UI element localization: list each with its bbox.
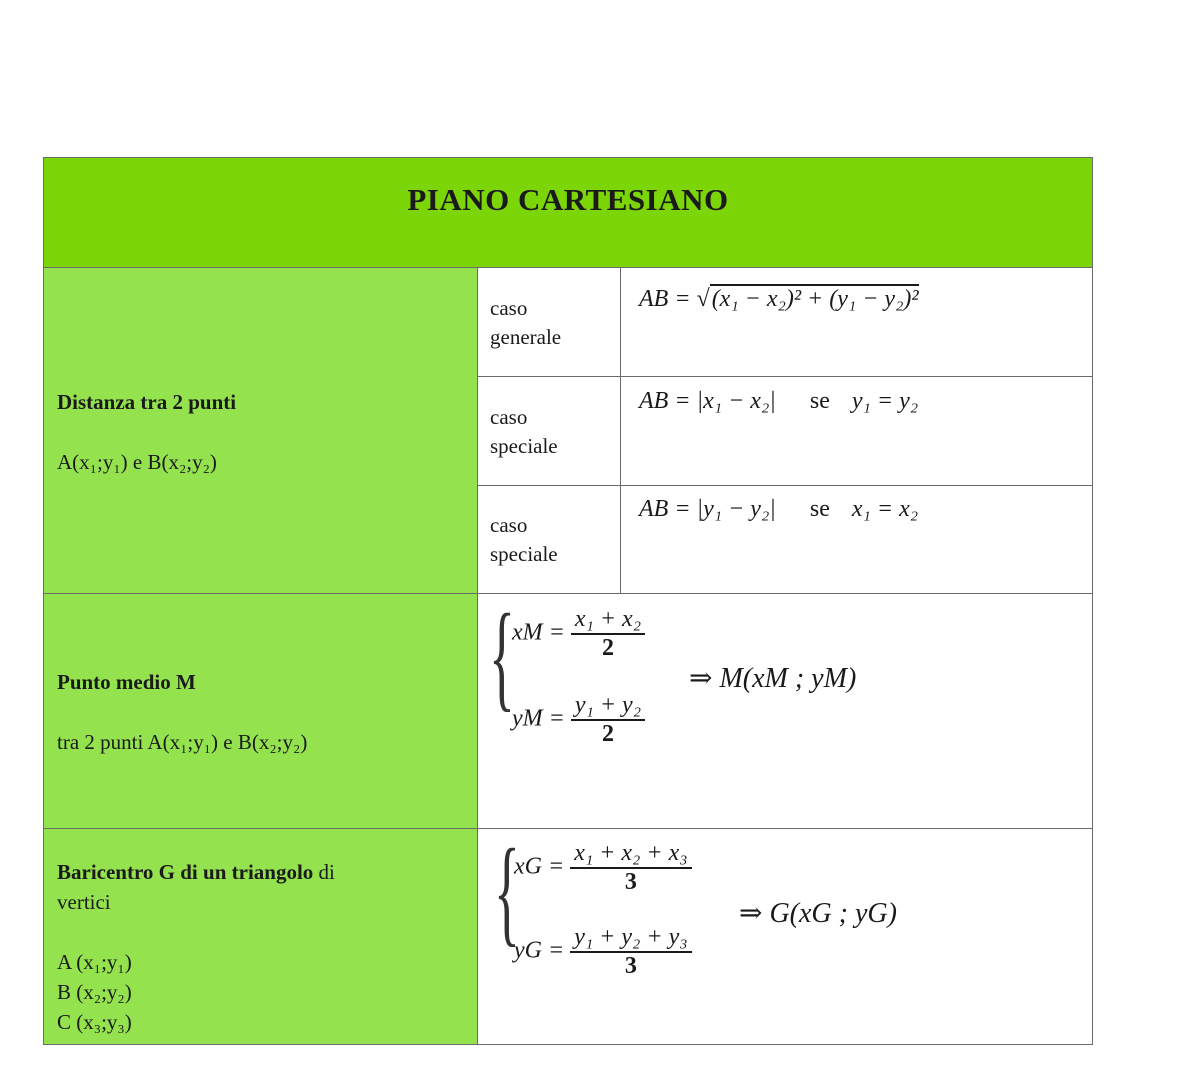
subrow-divider bbox=[478, 485, 1093, 486]
case-special-2: caso speciale bbox=[490, 513, 558, 566]
centroid-label-line2: vertici bbox=[57, 890, 111, 914]
case-general: caso generale bbox=[490, 296, 562, 349]
vertex-c: C (x₃;y₃) bbox=[57, 1010, 132, 1034]
midpoint-desc: tra 2 punti A(x₁;y₁) e B(x₂;y₂) bbox=[57, 730, 308, 754]
case-special-1: caso speciale bbox=[490, 405, 558, 458]
subrow-divider bbox=[478, 376, 1093, 377]
case-column-divider bbox=[620, 268, 621, 593]
midpoint-label: Punto medio M bbox=[57, 670, 196, 694]
row-divider bbox=[44, 593, 1092, 594]
formula-distance-vertical: AB = |y₁ − y₂| se x₁ = x₂ bbox=[639, 496, 919, 522]
formula-distance-horizontal: AB = |x₁ − x₂| se y₁ = y₂ bbox=[639, 388, 919, 414]
brace-icon: { bbox=[494, 824, 520, 957]
page-title: PIANO CARTESIANO bbox=[407, 182, 729, 217]
row-divider bbox=[44, 828, 1092, 829]
formula-midpoint-x: xM = $\frac{\text{x₁ + x₂}}{2}$ bbox=[512, 606, 645, 662]
vertex-a: A (x₁;y₁) bbox=[57, 950, 132, 974]
vertex-b: B (x₂;y₂) bbox=[57, 980, 132, 1004]
table-title-bar bbox=[44, 158, 1092, 268]
formula-centroid-y: yG = $\frac{\text{y₁ + y₂ + y₃}}{3}$ bbox=[514, 924, 692, 980]
formula-centroid-x: xG = $\frac{\text{x₁ + x₂ + x₃}}{3}$ bbox=[514, 840, 692, 896]
distance-label: Distanza tra 2 punti bbox=[57, 390, 237, 414]
formula-table bbox=[43, 157, 1093, 1045]
formula-midpoint-y: yM = $\frac{\text{y₁ + y₂}}{2}$ bbox=[512, 692, 645, 748]
midpoint-result: ⇒ M(xM ; yM) bbox=[689, 663, 857, 694]
centroid-label: Baricentro G di un triangolo di bbox=[57, 860, 335, 884]
centroid-result: ⇒ G(xG ; yG) bbox=[739, 898, 897, 929]
left-label-column bbox=[44, 268, 478, 1044]
distance-points: A(x₁;y₁) e B(x₂;y₂) bbox=[57, 450, 217, 474]
brace-icon: { bbox=[489, 589, 515, 722]
formula-distance-general: AB = √(x₁ − x₂)² + (y₁ − y₂)² bbox=[639, 286, 919, 312]
